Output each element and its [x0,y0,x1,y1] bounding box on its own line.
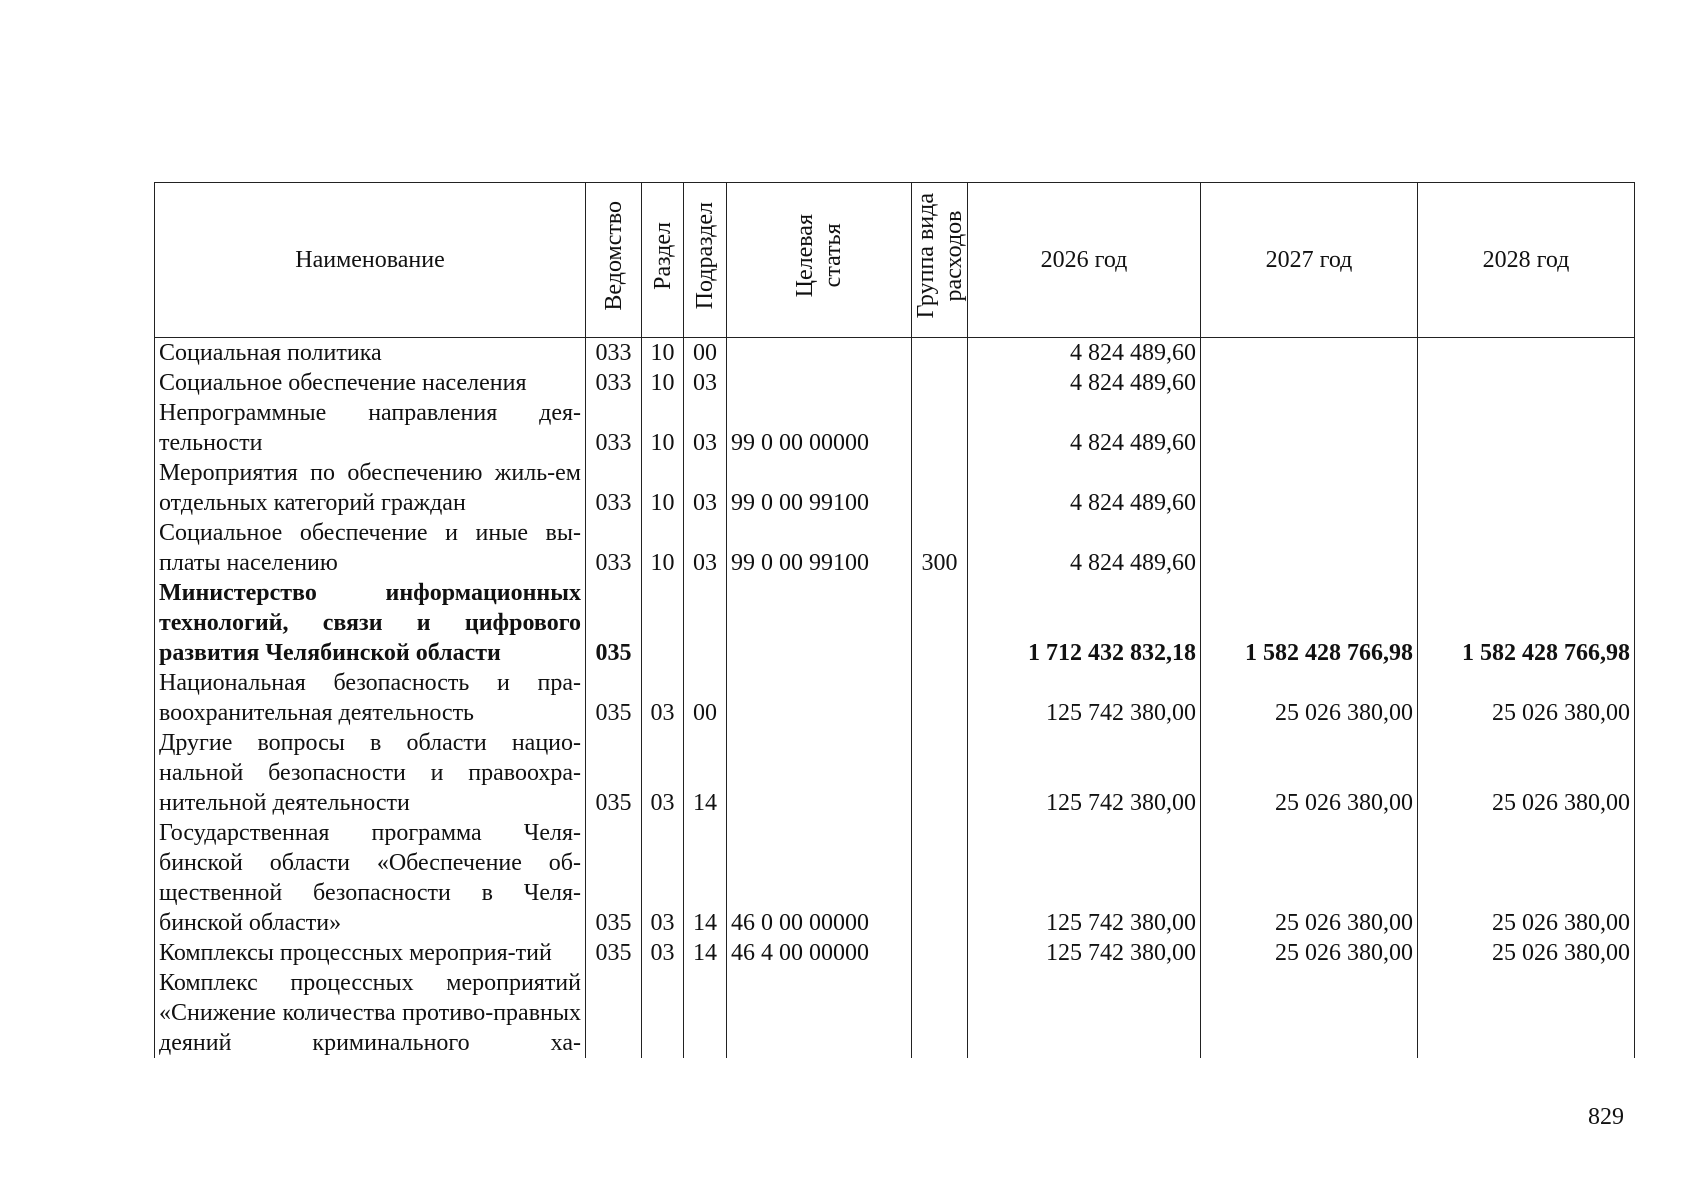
cell-dept [586,968,642,1058]
cell-2027: 25 026 380,00 [1201,668,1418,728]
header-target: Целевая статья [727,183,912,338]
cell-subsection: 14 [684,938,727,968]
cell-dept: 035 [586,578,642,668]
cell-2026: 125 742 380,00 [968,668,1201,728]
cell-name: Непрограммные направления дея-тельности [155,398,586,458]
cell-2026: 4 824 489,60 [968,338,1201,369]
cell-subsection: 03 [684,368,727,398]
cell-target: 46 0 00 00000 [727,818,912,938]
cell-section: 10 [642,518,684,578]
cell-2028 [1418,338,1635,369]
table-row-ministry [155,578,1635,668]
cell-name: Социальное обеспечение населения [155,368,586,398]
cell-name: Социальная политика [155,338,586,369]
cell-group [912,368,968,398]
cell-dept: 035 [586,728,642,818]
cell-target [727,668,912,728]
cell-2027 [1201,458,1418,518]
table-row [155,938,1635,968]
cell-target [727,338,912,369]
cell-2028: 25 026 380,00 [1418,728,1635,818]
cell-dept: 035 [586,818,642,938]
cell-subsection: 03 [684,458,727,518]
cell-dept: 033 [586,398,642,458]
cell-name: Социальное обеспечение и иные вы-платы населению [155,518,586,578]
cell-subsection: 03 [684,518,727,578]
cell-2026 [968,968,1201,1058]
cell-2027 [1201,968,1418,1058]
cell-subsection: 00 [684,338,727,369]
cell-section [642,968,684,1058]
cell-target [727,368,912,398]
cell-dept: 033 [586,368,642,398]
cell-2026: 4 824 489,60 [968,458,1201,518]
table-row [155,968,1635,1058]
cell-2027 [1201,518,1418,578]
cell-subsection: 03 [684,398,727,458]
cell-2027: 25 026 380,00 [1201,818,1418,938]
cell-name: Комплекс процессных мероприятий «Снижение количества противо-правных деяний криминального ха- [155,968,586,1058]
page-number: 829 [1588,1104,1624,1130]
table-row [155,518,1635,578]
cell-2026: 4 824 489,60 [968,518,1201,578]
cell-2027 [1201,398,1418,458]
cell-2027: 25 026 380,00 [1201,728,1418,818]
cell-2028 [1418,518,1635,578]
table-row [155,338,1635,369]
cell-name: Мероприятия по обеспечению жиль-ем отдельных категорий граждан [155,458,586,518]
cell-dept: 033 [586,458,642,518]
header-group: Группа вида расходов [912,183,968,338]
cell-group [912,818,968,938]
cell-subsection [684,578,727,668]
cell-section: 10 [642,458,684,518]
cell-2027 [1201,338,1418,369]
cell-group [912,938,968,968]
header-name: Наименование [155,183,586,338]
cell-section: 10 [642,398,684,458]
cell-2026: 125 742 380,00 [968,818,1201,938]
cell-subsection: 14 [684,728,727,818]
cell-subsection: 14 [684,818,727,938]
header-section: Раздел [642,183,684,338]
cell-target: 99 0 00 99100 [727,458,912,518]
header-2026: 2026 год [968,183,1201,338]
cell-2028 [1418,968,1635,1058]
cell-group [912,398,968,458]
header-2028: 2028 год [1418,183,1635,338]
cell-2028 [1418,458,1635,518]
cell-2028: 25 026 380,00 [1418,818,1635,938]
table-row [155,458,1635,518]
cell-section [642,578,684,668]
cell-group [912,668,968,728]
cell-2027 [1201,368,1418,398]
cell-group [912,728,968,818]
cell-2026: 4 824 489,60 [968,368,1201,398]
cell-2028: 25 026 380,00 [1418,938,1635,968]
budget-table [154,182,1635,1058]
table-row [155,668,1635,728]
cell-group [912,968,968,1058]
cell-group [912,338,968,369]
cell-section: 03 [642,728,684,818]
cell-section: 03 [642,668,684,728]
cell-section: 10 [642,368,684,398]
header-subsection: Подраздел [684,183,727,338]
header-2027: 2027 год [1201,183,1418,338]
cell-target [727,968,912,1058]
cell-section: 10 [642,338,684,369]
cell-subsection: 00 [684,668,727,728]
cell-group: 300 [912,518,968,578]
cell-2027: 25 026 380,00 [1201,938,1418,968]
cell-section: 03 [642,938,684,968]
cell-name: Национальная безопасность и пра-воохранительная деятельность [155,668,586,728]
table-header-row [155,183,1635,338]
cell-dept: 035 [586,938,642,968]
cell-name: Государственная программа Челя-бинской области «Обеспечение об-щественной безопасности в Челя-бинской области» [155,818,586,938]
cell-2028: 25 026 380,00 [1418,668,1635,728]
cell-dept: 035 [586,668,642,728]
cell-group [912,578,968,668]
cell-2026: 125 742 380,00 [968,938,1201,968]
cell-target: 99 0 00 99100 [727,518,912,578]
cell-2027: 1 582 428 766,98 [1201,578,1418,668]
cell-2028 [1418,398,1635,458]
header-dept: Ведомство [586,183,642,338]
cell-target: 99 0 00 00000 [727,398,912,458]
cell-name: Министерство информационных технологий, связи и цифрового развития Челябинской области [155,578,586,668]
cell-section: 03 [642,818,684,938]
table-row [155,728,1635,818]
cell-target [727,728,912,818]
cell-2026: 1 712 432 832,18 [968,578,1201,668]
cell-target: 46 4 00 00000 [727,938,912,968]
cell-group [912,458,968,518]
cell-2028 [1418,368,1635,398]
cell-subsection [684,968,727,1058]
cell-dept: 033 [586,338,642,369]
cell-2028: 1 582 428 766,98 [1418,578,1635,668]
cell-2026: 125 742 380,00 [968,728,1201,818]
cell-dept: 033 [586,518,642,578]
cell-name: Другие вопросы в области нацио-нальной безопасности и правоохра-нительной деятельности [155,728,586,818]
cell-target [727,578,912,668]
table-row [155,398,1635,458]
cell-name: Комплексы процессных мероприя-тий [155,938,586,968]
table-row [155,368,1635,398]
cell-2026: 4 824 489,60 [968,398,1201,458]
table-row [155,818,1635,938]
